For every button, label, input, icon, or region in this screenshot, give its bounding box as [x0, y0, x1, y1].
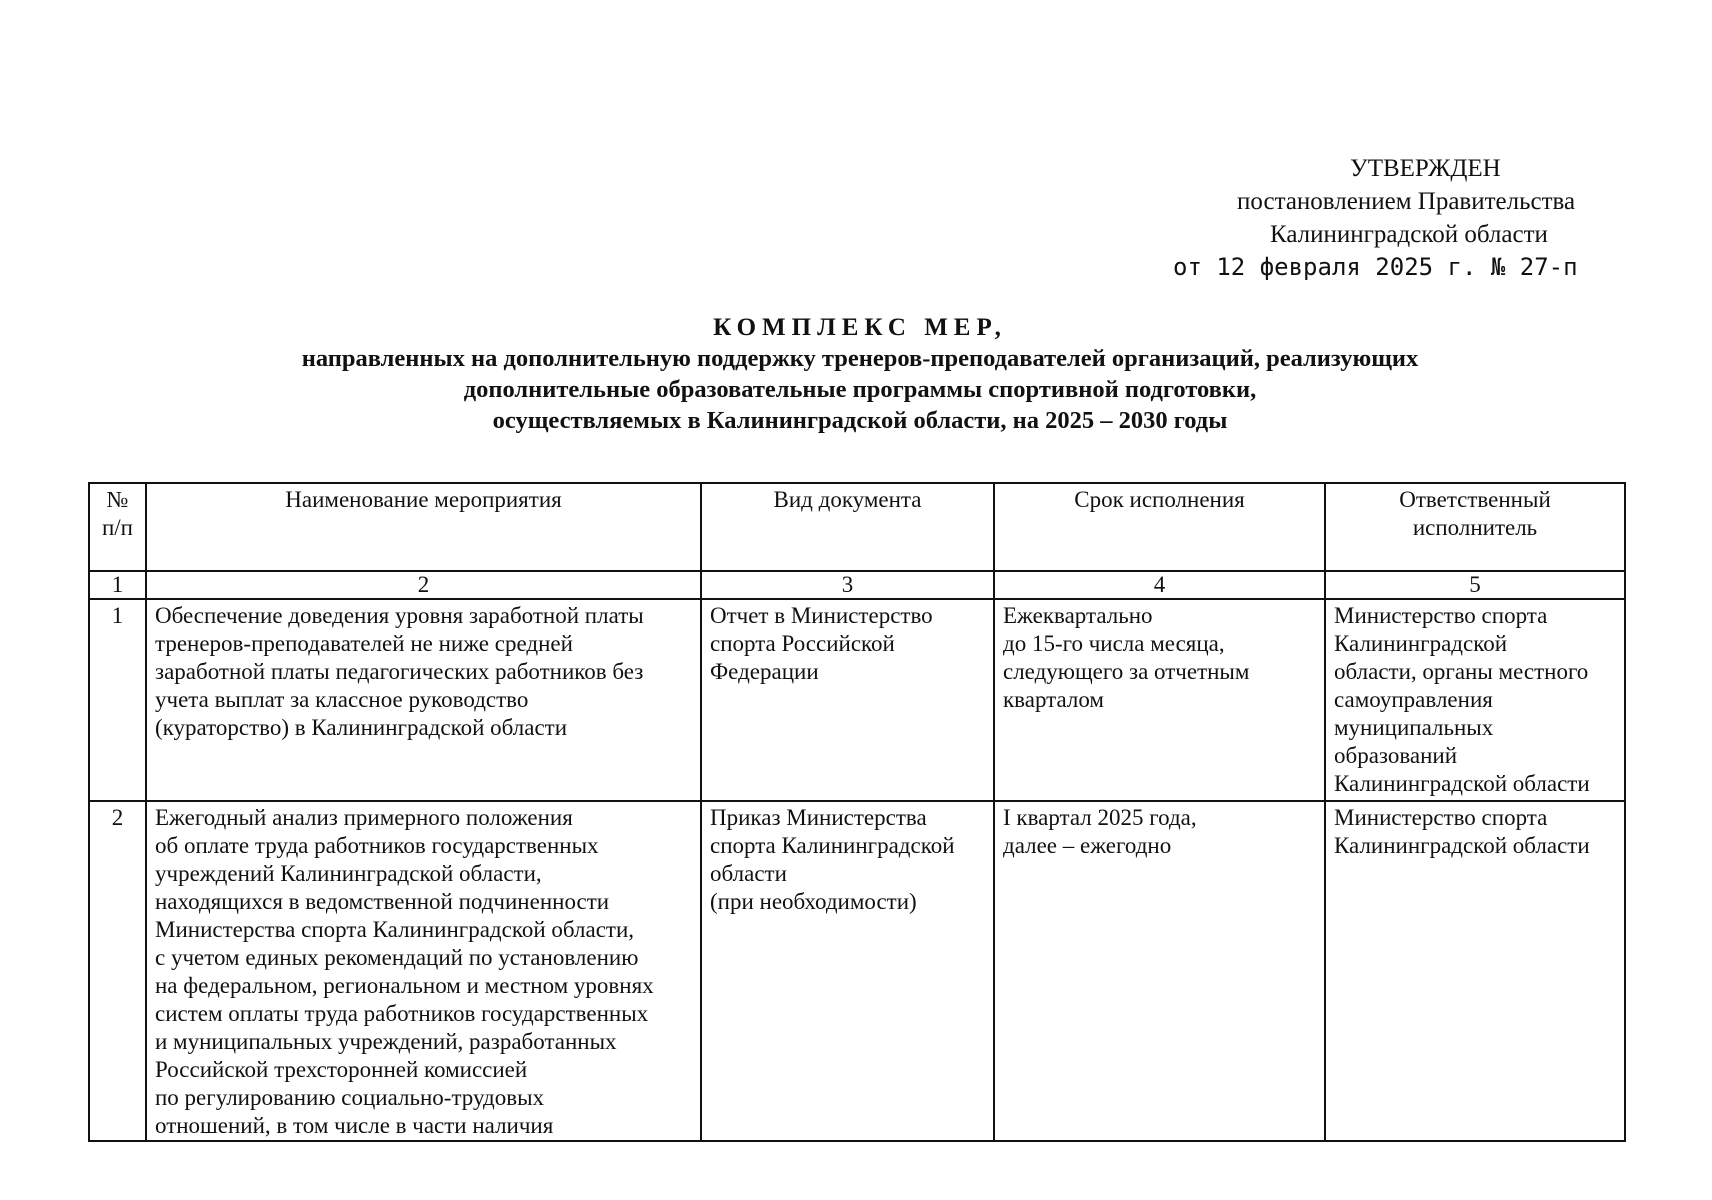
column-number: 4 — [994, 571, 1325, 599]
document-title — [90, 312, 1630, 436]
table-row — [89, 599, 1625, 801]
row-measure-name: Ежегодный анализ примерного положения об оплате труда работников государственных учреждений Калининградской области, находящихся в ведомственной подчиненности Министерства спорта Калининградской области, с учетом единых рекомендаций по установлению на федеральном, региональном и местном уровнях систем оплаты труда работников государственных и муниципальных учреждений, разработанных Российской трехсторонней комиссией по регулированию социально-трудовых отношений, в том числе в части наличия — [146, 801, 701, 1141]
header-responsible: Ответственный исполнитель — [1325, 483, 1625, 571]
column-number: 1 — [89, 571, 146, 599]
header-number: № п/п — [89, 483, 146, 571]
header-document-type: Вид документа — [701, 483, 994, 571]
row-number: 2 — [89, 801, 146, 1141]
approval-issuer-line: постановлением Правительства — [1237, 188, 1576, 215]
document-title-line-2: дополнительные образовательные программы спортивной подготовки, — [463, 376, 1257, 403]
row-deadline: Ежеквартально до 15-го числа месяца, следующего за отчетным кварталом — [994, 599, 1325, 801]
approval-region-line: Калининградской области — [1270, 221, 1548, 248]
table-header-row — [89, 483, 1625, 571]
document-title-line-3: осуществляемых в Калининградской области, на 2025 – 2030 годы — [492, 407, 1228, 434]
row-measure-name: Обеспечение доведения уровня заработной платы тренеров-преподавателей не ниже средней заработной платы педагогических работников без учета выплат за классное руководство (кураторство) в Калининградской области — [146, 599, 701, 801]
measures-table — [88, 482, 1626, 1142]
column-number: 2 — [146, 571, 701, 599]
column-number: 3 — [701, 571, 994, 599]
row-number: 1 — [89, 599, 146, 801]
row-document-type: Отчет в Министерство спорта Российской Федерации — [701, 599, 994, 801]
header-deadline: Срок исполнения — [994, 483, 1325, 571]
column-number: 5 — [1325, 571, 1625, 599]
header-measure-name: Наименование мероприятия — [146, 483, 701, 571]
approval-heading: УТВЕРЖДЕН — [1350, 155, 1501, 182]
document-title-line-1: направленных на дополнительную поддержку тренеров-преподавателей организаций, реализующих — [301, 345, 1419, 372]
row-document-type: Приказ Министерства спорта Калининградской области (при необходимости) — [701, 801, 994, 1141]
row-deadline: I квартал 2025 года, далее – ежегодно — [994, 801, 1325, 1141]
table-row — [89, 801, 1625, 1141]
row-responsible: Министерство спорта Калининградской области, органы местного самоуправления муниципальных образований Калининградской области — [1325, 599, 1625, 801]
document-title-main: КОМПЛЕКС МЕР, — [713, 314, 1007, 341]
column-number-row — [89, 571, 1625, 599]
row-responsible: Министерство спорта Калининградской области — [1325, 801, 1625, 1141]
approval-date-number: от 12 февраля 2025 г. № 27-п — [1173, 253, 1578, 281]
approval-stamp — [1160, 152, 1660, 284]
